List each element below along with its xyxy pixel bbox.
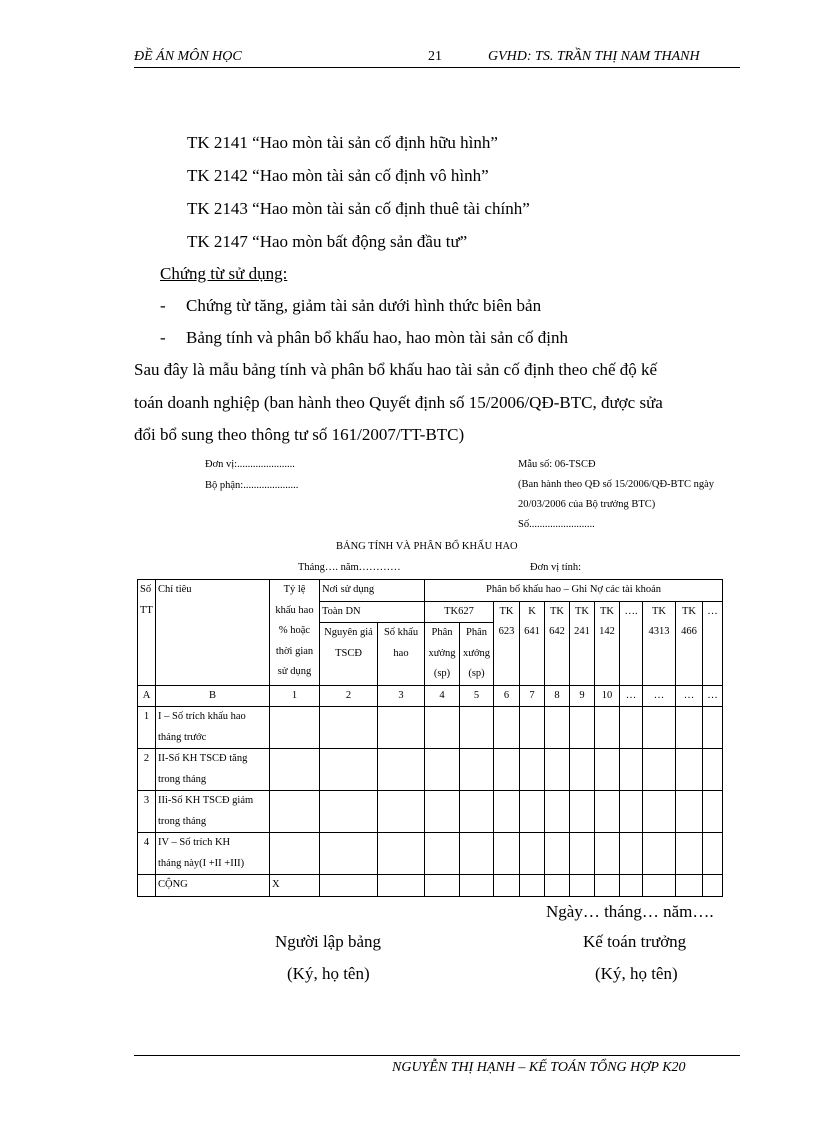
total-label: CỘNG <box>156 875 270 897</box>
signature-left-title: Người lập bảng <box>275 932 382 951</box>
document-item: Bảng tính và phân bổ khấu hao, hao mòn tài sản cố định <box>186 328 568 347</box>
table-row <box>138 791 723 833</box>
form-unit: Đơn vị:...................... <box>205 459 295 470</box>
date-line: Ngày… tháng… năm…. <box>546 902 714 921</box>
account-line: TK 2143 “Hao mòn tài sản cố định thuê tài chính” <box>187 199 530 218</box>
form-serial: Số......................... <box>518 519 595 530</box>
column-label: … <box>676 685 703 707</box>
page-number: 21 <box>428 49 442 64</box>
row-indicator: IV – Số trích KH tháng này(I +II +III) <box>156 833 270 875</box>
header-supervisor: GVHD: TS. TRẦN THỊ NAM THANH <box>488 49 700 64</box>
header-workshop: Phân xưởng (sp) <box>425 623 460 686</box>
row-number: 1 <box>138 707 156 749</box>
header-tk241: TK 241 <box>570 601 595 685</box>
column-label: … <box>643 685 676 707</box>
header-tk142: TK 142 <box>595 601 620 685</box>
total-mark: X <box>270 875 320 897</box>
intro-paragraph-line: toán doanh nghiệp (ban hành theo Quyết định số 15/2006/QĐ-BTC, được sửa <box>134 393 663 412</box>
signature-right-note: (Ký, họ tên) <box>595 964 678 983</box>
header-tk642: TK 642 <box>545 601 570 685</box>
header-whole-company: Toàn DN <box>320 601 425 623</box>
account-line: TK 2141 “Hao mòn tài sản cố định hữu hình” <box>187 133 498 152</box>
header-more-accounts: …. <box>620 601 643 685</box>
signature-left-note: (Ký, họ tên) <box>287 964 370 983</box>
header-rate: Tỷ lệ khấu hao % hoặc thời gian sử dụng <box>270 580 320 686</box>
column-label: 6 <box>494 685 520 707</box>
table-total-row <box>138 875 723 897</box>
header-depreciation-amount: Số khấu hao <box>378 623 425 686</box>
table-row <box>138 749 723 791</box>
form-month: Tháng…. năm………… <box>298 562 401 573</box>
column-label: 10 <box>595 685 620 707</box>
header-allocation: Phân bổ khấu hao – Ghi Nợ các tài khoản <box>425 580 723 602</box>
form-department: Bộ phận:..................... <box>205 480 299 491</box>
column-label: 9 <box>570 685 595 707</box>
header-tk623: TK 623 <box>494 601 520 685</box>
footer-rule <box>134 1055 740 1056</box>
row-indicator: I – Số trích khấu hao tháng trước <box>156 707 270 749</box>
column-label: 8 <box>545 685 570 707</box>
header-indicator: Chỉ tiêu <box>156 580 270 686</box>
header-stt: Số TT <box>138 580 156 686</box>
column-label-row <box>138 685 723 707</box>
column-label: 3 <box>378 685 425 707</box>
table-row <box>138 833 723 875</box>
header-workshop: Phân xưởng (sp) <box>460 623 494 686</box>
column-label: 7 <box>520 685 545 707</box>
column-label: 1 <box>270 685 320 707</box>
form-number-code: Mẫu số: 06-TSCĐ <box>518 459 596 470</box>
footer-author: NGUYỄN THỊ HẠNH – KẾ TOÁN TỔNG HỢP K20 <box>392 1060 686 1075</box>
form-title: BẢNG TÍNH VÀ PHÂN BỔ KHẤU HAO <box>336 541 518 552</box>
document-item: Chứng từ tăng, giảm tài sản dưới hình thức biên bản <box>186 296 542 315</box>
column-label: 4 <box>425 685 460 707</box>
form-issued-line: (Ban hành theo QĐ số 15/2006/QĐ-BTC ngày <box>518 479 714 490</box>
row-number: 4 <box>138 833 156 875</box>
header-tk627: TK627 <box>425 601 494 623</box>
intro-paragraph-line: đổi bổ sung theo thông tư số 161/2007/TT-BTC) <box>134 425 465 444</box>
account-line: TK 2142 “Hao mòn tài sản cố định vô hình” <box>187 166 489 185</box>
column-label: … <box>620 685 643 707</box>
account-line: TK 2147 “Hao mòn bất động sản đầu tư” <box>187 232 468 251</box>
table-header-row <box>138 580 723 602</box>
intro-paragraph-line: Sau đây là mẫu bảng tính và phân bổ khấu hao tài sản cố định theo chế độ kế <box>134 360 658 379</box>
row-number: 2 <box>138 749 156 791</box>
form-issued-line: 20/03/2006 của Bộ trưởng BTC) <box>518 499 656 510</box>
header-rule <box>134 67 740 68</box>
row-indicator: IIi-Số KH TSCĐ giảm trong tháng <box>156 791 270 833</box>
column-label: 2 <box>320 685 378 707</box>
table-row <box>138 707 723 749</box>
column-label: 5 <box>460 685 494 707</box>
form-calc-unit: Đơn vị tính: <box>530 562 582 573</box>
column-label: A <box>138 685 156 707</box>
row-number: 3 <box>138 791 156 833</box>
bullet-dash: - <box>160 296 166 315</box>
column-label: … <box>703 685 723 707</box>
header-original-cost: Nguyên giá TSCĐ <box>320 623 378 686</box>
header-tk4313: TK 4313 <box>643 601 676 685</box>
header-tk466: TK 466 <box>676 601 703 685</box>
header-more-accounts: … <box>703 601 723 685</box>
row-indicator: II-Số KH TSCĐ tăng trong tháng <box>156 749 270 791</box>
signature-right-title: Kế toán trưởng <box>583 932 687 951</box>
depreciation-table <box>137 579 723 897</box>
documents-heading: Chứng từ sử dụng: <box>160 264 288 283</box>
header-place-of-use: Nơi sử dụng <box>320 580 425 602</box>
header-tk641: K 641 <box>520 601 545 685</box>
bullet-dash: - <box>160 328 166 347</box>
column-label: B <box>156 685 270 707</box>
header-title: ĐỀ ÁN MÔN HỌC <box>134 49 242 64</box>
